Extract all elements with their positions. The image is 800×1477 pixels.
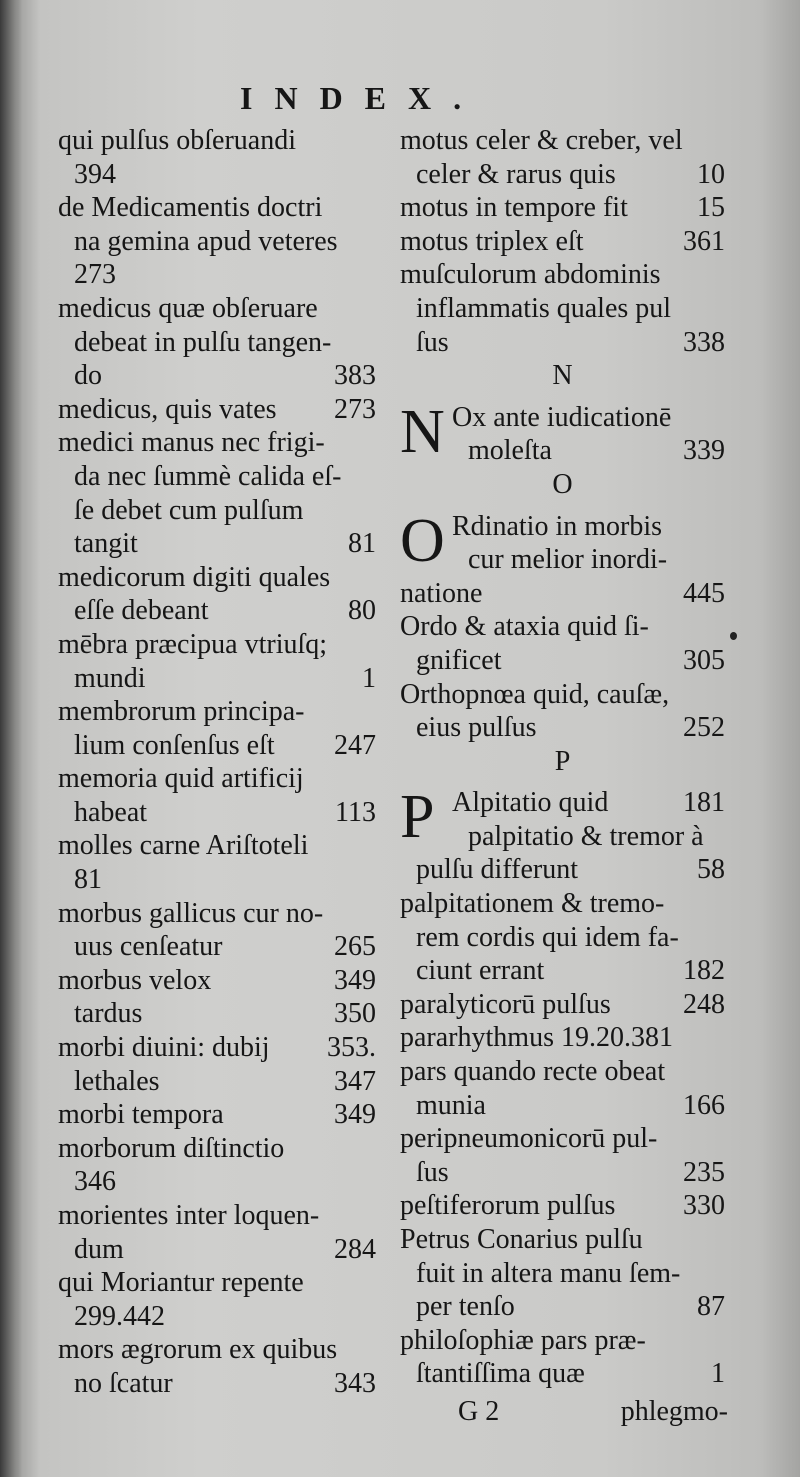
page-reference: 235 (683, 1156, 725, 1188)
index-term: tangit (74, 528, 138, 560)
index-line (58, 258, 376, 292)
index-line (400, 1257, 725, 1291)
index-line (400, 644, 725, 678)
index-line (400, 1089, 725, 1123)
index-line (58, 326, 376, 360)
section-letter-heading: N (552, 360, 573, 392)
section-spacer (400, 778, 725, 786)
index-line (400, 401, 725, 435)
index-term: rem cordis qui idem fa- (416, 921, 679, 953)
index-line (400, 887, 725, 921)
index-line (58, 897, 376, 931)
page-reference: 1 (362, 662, 376, 694)
index-term: ciunt errant (416, 955, 545, 987)
index-term: 273 (74, 259, 116, 291)
index-term: moleſta (468, 435, 552, 467)
index-term: motus in tempore fit (400, 192, 628, 224)
index-entry (400, 678, 725, 745)
section-spacer (400, 502, 725, 510)
index-line (400, 711, 725, 745)
index-term: peripneumonicorū pul- (400, 1123, 658, 1155)
dropcap-block (400, 783, 725, 853)
index-line (58, 561, 376, 595)
page-reference: 347 (334, 1065, 376, 1097)
index-term: ſus (416, 326, 449, 358)
index-line (400, 292, 725, 326)
index-term: mēbra præcipua vtriuſq; (58, 628, 328, 660)
index-term: da nec ſummè calida eſ- (74, 460, 342, 492)
index-line (400, 258, 725, 292)
index-entry (58, 1266, 376, 1333)
index-line (58, 1031, 376, 1065)
page-reference: 113 (335, 796, 376, 828)
index-line (58, 124, 376, 158)
index-term: eius pulſus (416, 712, 537, 744)
index-line (58, 494, 376, 528)
index-term: morborum diſtinctio (58, 1132, 285, 1164)
page-reference: 81 (348, 528, 376, 560)
index-line (400, 434, 725, 468)
index-entry (400, 1055, 725, 1122)
index-entry (58, 762, 376, 829)
index-line (58, 930, 376, 964)
index-term: lium conſenſus eſt (74, 729, 275, 761)
index-entry (400, 225, 725, 259)
index-term: morbus gallicus cur no- (58, 897, 324, 929)
index-line (58, 1065, 376, 1099)
index-entry (58, 695, 376, 762)
index-term: natione (400, 577, 483, 609)
index-term: pararhythmus 19.20.381 (400, 1022, 673, 1054)
dropcap-letter: O (400, 506, 445, 575)
index-term: Orthopnœa quid, cauſæ, (400, 678, 670, 710)
dropcap-letter: P (400, 783, 435, 852)
index-line (400, 158, 725, 192)
index-line (400, 1021, 725, 1055)
index-term: molles carne Ariſtoteli (58, 830, 309, 862)
index-line (58, 292, 376, 326)
index-term: eſſe debeant (74, 595, 209, 627)
index-line (400, 954, 725, 988)
index-term: 299.442 (74, 1300, 165, 1332)
index-line (58, 191, 376, 225)
ink-speck (730, 632, 737, 640)
index-line (58, 997, 376, 1031)
index-term: Rdinatio in morbis (452, 510, 662, 542)
index-line (400, 921, 725, 955)
index-entry (400, 258, 725, 359)
section-spacer (400, 393, 725, 401)
index-entry (58, 292, 376, 393)
index-entry (58, 829, 376, 896)
dropcap-block (400, 397, 725, 468)
index-term: motus celer & creber, vel (400, 125, 683, 156)
page-reference: 182 (683, 955, 725, 987)
index-term: paralyticorū pulſus (400, 988, 611, 1020)
index-line (58, 594, 376, 628)
index-line (58, 1266, 376, 1300)
index-term: Ordo & ataxia quid ſi- (400, 611, 649, 643)
index-line (58, 964, 376, 998)
index-term: cur melior inordi- (468, 544, 668, 576)
index-entry (400, 1324, 725, 1391)
index-line (58, 1165, 376, 1199)
page-reference: 338 (683, 326, 725, 358)
index-term: ſtantiſſima quæ (416, 1358, 585, 1390)
index-term: Ox ante iudicationē (452, 401, 672, 433)
index-entry (400, 988, 725, 1022)
index-line (58, 863, 376, 897)
index-entry (58, 561, 376, 628)
index-term: dum (74, 1233, 124, 1265)
index-entry (58, 1333, 376, 1400)
page-reference: 339 (683, 435, 725, 467)
index-entry (400, 191, 725, 225)
index-line (400, 543, 725, 577)
catchword: phlegmo- (620, 1396, 728, 1427)
index-line (400, 853, 725, 887)
index-line (400, 1156, 725, 1190)
index-term: qui pulſus obſeruandi (58, 125, 296, 156)
index-line (58, 1300, 376, 1334)
page-reference: 248 (683, 988, 725, 1020)
index-line (400, 124, 725, 158)
index-entry (58, 1031, 376, 1098)
index-term: de Medicamentis doctri (58, 192, 323, 224)
page-reference: 273 (334, 393, 376, 425)
index-line (400, 225, 725, 259)
index-line (58, 1132, 376, 1166)
index-term: mors ægrorum ex quibus (58, 1334, 338, 1366)
index-line (58, 359, 376, 393)
index-line (58, 158, 376, 192)
index-line (58, 829, 376, 863)
index-entry (400, 1021, 725, 1055)
index-line (58, 1367, 376, 1401)
index-line (400, 510, 725, 544)
page-reference: 330 (683, 1190, 725, 1222)
index-entry (58, 964, 376, 1031)
index-line (58, 460, 376, 494)
index-entry (58, 426, 376, 560)
index-term: morbi tempora (58, 1099, 224, 1131)
index-term: peſtiferorum pulſus (400, 1190, 616, 1222)
page-reference: 58 (697, 854, 725, 886)
index-entry (400, 124, 725, 191)
index-term: 346 (74, 1166, 116, 1198)
index-term: palpitatio & tremor à (468, 820, 704, 852)
index-line (400, 820, 725, 854)
page-reference: 265 (334, 931, 376, 963)
left-column (58, 124, 376, 1401)
page-reference: 15 (697, 192, 725, 224)
index-line (400, 1223, 725, 1257)
index-entry (400, 1122, 725, 1189)
index-term: muſculorum abdominis (400, 259, 661, 291)
index-entry (58, 1098, 376, 1132)
index-line (400, 1290, 725, 1324)
index-line (58, 695, 376, 729)
index-line (58, 762, 376, 796)
index-line (58, 662, 376, 696)
section-letter-heading: P (554, 745, 571, 777)
dropcap-block (400, 506, 725, 577)
index-line (400, 326, 725, 360)
page-reference: 350 (334, 998, 376, 1030)
page-reference: 10 (697, 158, 725, 190)
page-reference: 361 (683, 225, 725, 257)
index-term: no ſcatur (74, 1367, 173, 1399)
index-line (58, 1333, 376, 1367)
index-term: do (74, 360, 102, 392)
page-reference: 87 (697, 1291, 725, 1323)
index-term: gnificet (416, 644, 502, 676)
index-term: Alpitatio quid (452, 787, 609, 819)
index-entry (400, 610, 725, 677)
index-line (400, 1055, 725, 1089)
index-line (400, 1189, 725, 1223)
index-term: habeat (74, 796, 148, 828)
index-term: morbi diuini: dubij (58, 1032, 270, 1064)
index-term: pulſu differunt (416, 854, 579, 886)
index-line (58, 796, 376, 830)
index-term: fuit in altera manu ſem- (416, 1257, 681, 1289)
index-line (58, 729, 376, 763)
page-reference: 1 (711, 1358, 725, 1390)
index-term: inflammatis quales pul (416, 292, 672, 324)
index-line (400, 191, 725, 225)
index-entry (400, 1223, 725, 1324)
index-term: 81 (74, 864, 102, 896)
index-term: medici manus nec frigi- (58, 427, 325, 459)
index-line (58, 527, 376, 561)
index-line (58, 1098, 376, 1132)
index-line (58, 393, 376, 427)
index-line (58, 1233, 376, 1267)
index-term: morientes inter loquen- (58, 1200, 320, 1231)
index-line (400, 1357, 725, 1391)
index-entry (400, 506, 725, 611)
index-term: 394 (74, 158, 116, 190)
index-entry (58, 1132, 376, 1199)
dropcap-letter: N (400, 397, 445, 466)
index-line (400, 1122, 725, 1156)
page-reference: 80 (348, 595, 376, 627)
index-term: ſe debet cum pulſum (74, 494, 304, 526)
index-entry (58, 628, 376, 695)
page-reference: 166 (683, 1089, 725, 1121)
right-column (400, 124, 725, 1391)
index-entry (58, 393, 376, 427)
index-line (58, 225, 376, 259)
index-line (58, 628, 376, 662)
index-term: na gemina apud veteres (74, 225, 338, 257)
index-entry (58, 191, 376, 292)
section-letter-heading: O (552, 468, 573, 500)
index-term: Petrus Conarius pulſu (400, 1224, 643, 1255)
index-line (58, 1199, 376, 1233)
index-line (58, 426, 376, 460)
index-entry (400, 1189, 725, 1223)
index-line (400, 577, 725, 611)
page-reference: 349 (334, 1099, 376, 1131)
index-entry (58, 1199, 376, 1266)
index-entry (400, 783, 725, 887)
index-term: qui Moriantur repente (58, 1267, 304, 1299)
page-reference: 383 (334, 360, 376, 392)
index-term: medicus quæ obſeruare (58, 292, 318, 324)
signature-mark: G 2 (458, 1396, 500, 1427)
index-entry (58, 897, 376, 964)
index-entry (400, 887, 725, 988)
page-reference: 445 (683, 577, 725, 609)
index-term: memoria quid artificij (58, 763, 304, 795)
index-term: ſus (416, 1156, 449, 1188)
index-term: membrorum principa- (58, 696, 305, 728)
index-term: debeat in pulſu tangen- (74, 326, 332, 358)
index-term: tardus (74, 998, 143, 1030)
page-gutter-shadow (0, 0, 22, 1477)
page-reference: 343 (334, 1367, 376, 1399)
index-title: INDEX. (240, 80, 484, 116)
page-reference: 247 (334, 729, 376, 761)
index-term: motus triplex eſt (400, 225, 584, 257)
index-term: mundi (74, 662, 146, 694)
index-term: medicus, quis vates (58, 393, 277, 425)
index-term: philoſophiæ pars præ- (400, 1324, 646, 1356)
page-reference: 284 (334, 1233, 376, 1265)
index-term: uus cenſeatur (74, 931, 223, 963)
index-line (400, 610, 725, 644)
index-term: medicorum digiti quales (58, 561, 331, 593)
index-term: munia (416, 1089, 486, 1121)
page-reference: 305 (683, 644, 725, 676)
page-reference: 349 (334, 964, 376, 996)
index-entry (58, 124, 376, 191)
index-term: pars quando recte obeat (400, 1056, 666, 1088)
index-line (400, 1324, 725, 1358)
index-entry (400, 397, 725, 468)
index-term: celer & rarus quis (416, 158, 616, 190)
page-reference: 353. (327, 1032, 376, 1064)
page-reference: 181 (683, 787, 725, 819)
index-term: palpitationem & tremo- (400, 888, 665, 920)
index-line (400, 786, 725, 820)
index-term: morbus velox (58, 964, 212, 996)
index-line (400, 988, 725, 1022)
index-line (400, 678, 725, 712)
index-term: per tenſo (416, 1291, 515, 1323)
page-reference: 252 (683, 712, 725, 744)
index-term: lethales (74, 1065, 160, 1097)
